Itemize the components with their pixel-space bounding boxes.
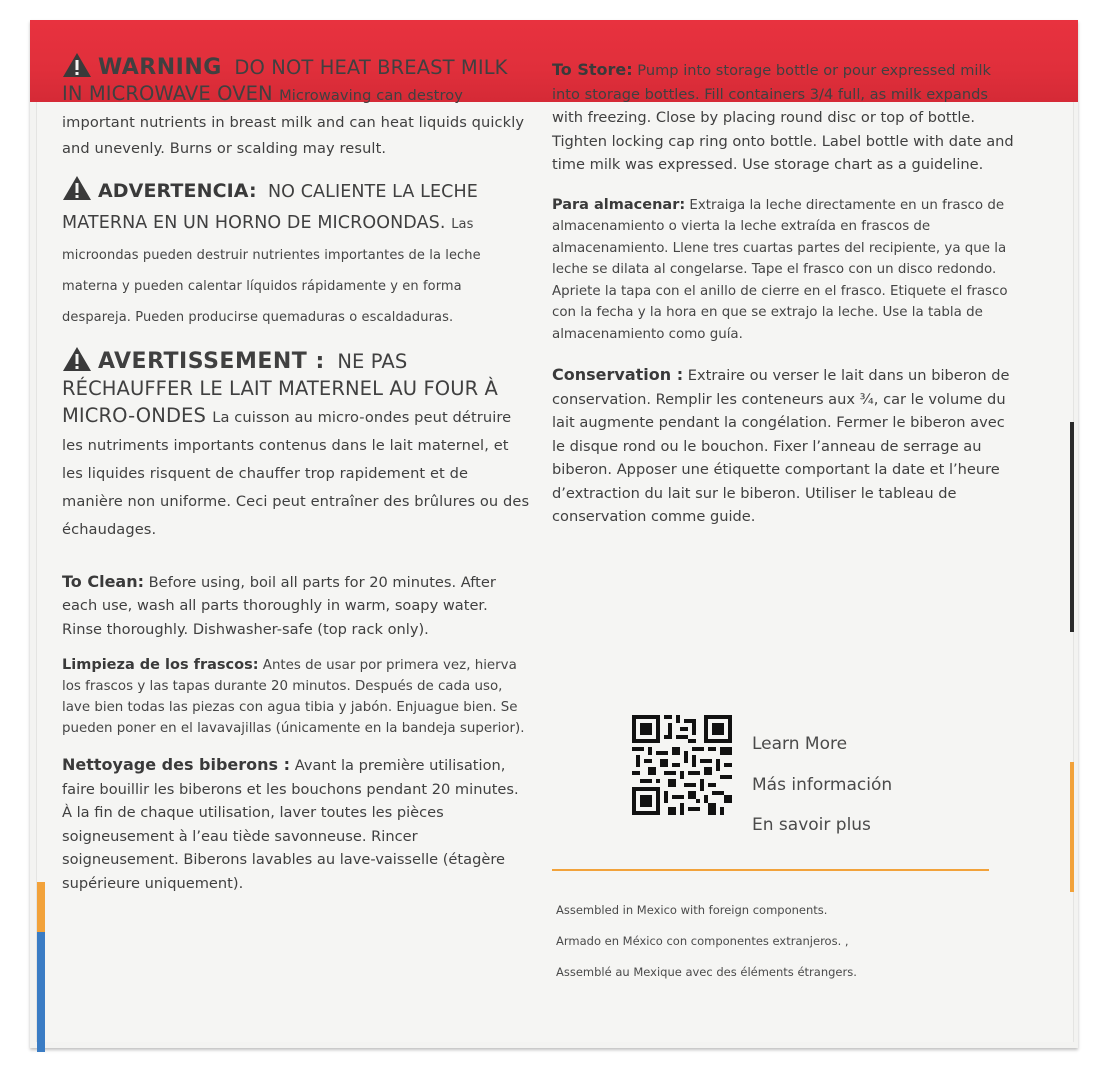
warning-es — [62, 175, 532, 332]
warning-en — [62, 52, 532, 161]
blue-stripe — [37, 932, 45, 1052]
warning-text: La cuisson au micro-ondes peut détruire les nutriments importants contenus dans le lait maternel, et les liquides risquent de chauffer trop rapidement et de manière non uniforme. Ceci peut entraîner des brûlures ou des échaudages. — [62, 408, 530, 538]
qr-code[interactable] — [632, 715, 732, 815]
warning-icon — [62, 175, 92, 201]
origin-fr: Assemblé au Mexique avec des éléments étrangers. — [556, 965, 857, 979]
section-text: Extraire ou verser le lait dans un biberon de conservation. Remplir les conteneurs aux ¾, car le volume du lait augmente pendant la congélation. Fermer le biberon avec le disque rond ou le bouchon. Fixer l’anneau de serrage au biberon. Apposer une étiquette comportant la date et l’heure d’extraction du lait sur le biberon. Utiliser le tableau de conservation comme guide. — [552, 367, 1010, 525]
orange-divider — [552, 869, 989, 871]
dark-edge — [1070, 422, 1074, 632]
warning-title: AVERTISSEMENT : — [98, 348, 325, 374]
orange-stripe — [37, 882, 45, 932]
warning-title: WARNING — [98, 55, 222, 80]
section-label: Nettoyage des biberons : — [62, 755, 291, 774]
warning-text: Las microondas pueden destruir nutrientes importantes de la leche materna y pueden calentar líquidos rápidamente y en forma despareja. Pueden producirse quemaduras o escaldaduras. — [62, 216, 481, 325]
section-label: Conservation : — [552, 365, 684, 384]
qr-labels — [752, 724, 892, 846]
learn-more-link[interactable]: Learn More — [752, 734, 848, 754]
right-column — [552, 58, 1022, 543]
warning-headline: DO NOT HEAT BREAST MILK IN MICROWAVE OVEN — [62, 56, 508, 105]
origin-statements — [556, 895, 857, 988]
section-text: Antes de usar por primera vez, hierva los frascos y las tapas durante 20 minutos. Después de cada uso, lave bien todas las piezas con agua tibia y jabón. Enjuague bien. Se pueden poner en el lavavajillas (únicamente en la bandeja superior). — [62, 658, 525, 736]
mas-informacion-link[interactable]: Más información — [752, 774, 893, 795]
section-label: Limpieza de los frascos: — [62, 657, 259, 673]
section-text: Extraiga la leche directamente en un frasco de almacenamiento o vierta la leche extraída en frascos de almacenamiento. Llene tres cuartas partes del recipiente, ya que la leche se dilata al congelarse. Tape el frasco con un disco redondo. Apriete la tapa con el anillo de cierre en el frasco. Etiquete el frasco con la fecha y la hora en que se extrajo la leche. Use la tabla de almacenamiento como guía. — [552, 197, 1008, 342]
store-es — [552, 195, 1022, 346]
store-en — [552, 58, 1022, 177]
section-label: Para almacenar: — [552, 196, 686, 213]
warning-headline: NO CALIENTE LA LECHE MATERNA EN UN HORNO DE MICROONDAS. — [62, 181, 478, 233]
warning-icon — [62, 52, 92, 78]
clean-es — [62, 655, 532, 739]
section-text: Pump into storage bottle or pour expressed milk into storage bottles. Fill containers 3/4 full, as milk expands with freezing. Close by placing round disc or top of bottle. Tighten locking cap ring onto bottle. Label bottle with date and time milk was expressed. Use storage chart as a guideline. — [552, 62, 1014, 173]
en-savoir-plus-link[interactable]: En savoir plus — [752, 815, 871, 835]
warning-icon — [62, 346, 92, 372]
left-column — [62, 52, 532, 909]
clean-fr — [62, 753, 532, 895]
orange-edge — [1070, 762, 1074, 892]
section-label: To Store: — [552, 60, 633, 79]
warning-headline: NE PAS RÉCHAUFFER LE LAIT MATERNEL AU FOUR À MICRO-ONDES — [62, 349, 498, 427]
warning-fr — [62, 346, 532, 542]
section-text: Avant la première utilisation, faire bouillir les biberons et les bouchons pendant 20 minutes. À la fin de chaque utilisation, laver toutes les pièces soigneusement à l’eau tiède savonneuse. Rincer soigneusement. Biberons lavables au lave-vaisselle (étagère supérieure uniquement). — [62, 757, 519, 892]
warning-text: Microwaving can destroy important nutrients in breast milk and can heat liquids quickly and unevenly. Burns or scalding may result. — [62, 87, 525, 157]
section-label: To Clean: — [62, 571, 145, 591]
section-text: Before using, boil all parts for 20 minutes. After each use, wash all parts thoroughly in warm, soapy water. Rinse thoroughly. Dishwasher-safe (top rack only). — [62, 573, 496, 638]
warning-title: ADVERTENCIA: — [98, 179, 257, 202]
origin-en: Assembled in Mexico with foreign components. — [556, 903, 828, 917]
clean-en — [62, 570, 532, 642]
origin-es: Armado en México con componentes extranjeros. , — [556, 934, 849, 948]
store-fr — [552, 363, 1022, 529]
